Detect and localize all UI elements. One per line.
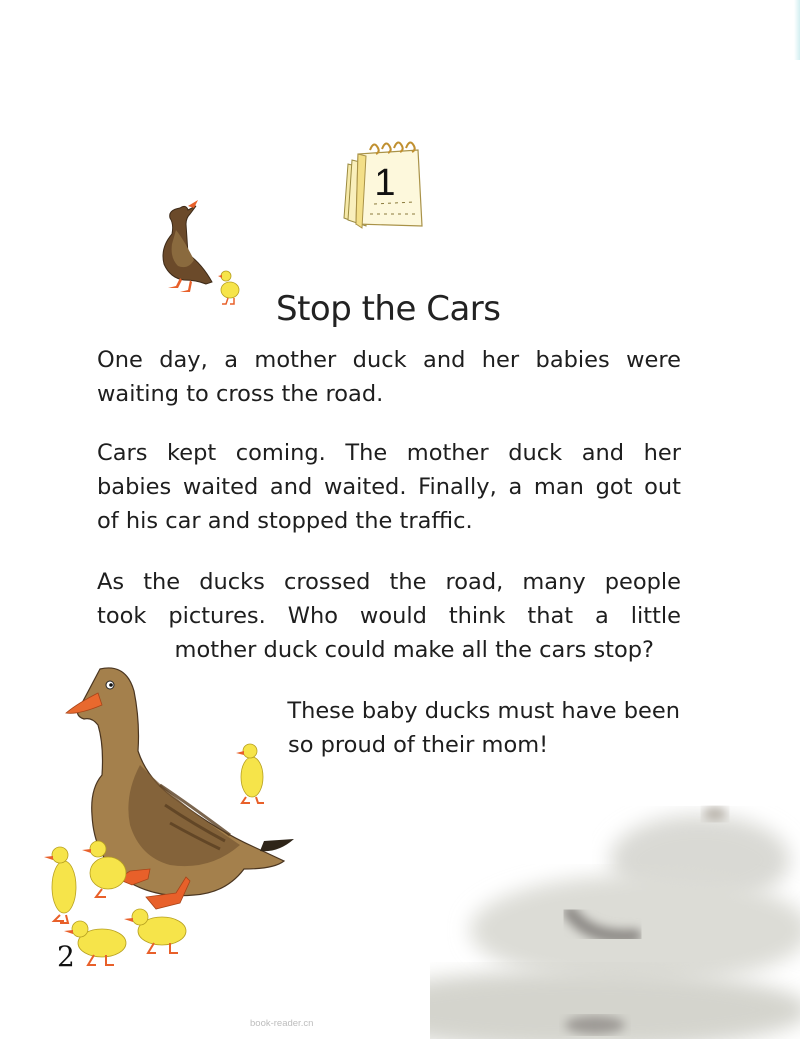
paragraph-line: Cars kept coming. The mother duck and her (97, 440, 681, 466)
duckling (236, 744, 264, 803)
paragraph-2 (97, 436, 681, 538)
paragraph-line: As the ducks crossed the road, many people (97, 569, 681, 595)
mother-duck-with-six-ducklings-illustration (30, 665, 320, 975)
paragraph-line: babies waited and waited. Finally, a man got out (97, 474, 681, 500)
paragraph-line: mother duck could make all the cars stop? (174, 637, 654, 663)
page-edge-tint (794, 0, 800, 60)
paragraph-line: These baby ducks must have been (287, 698, 680, 724)
watercolor-smudge-illustration (430, 790, 800, 1039)
paragraph-line: One day, a mother duck and her babies were (97, 347, 681, 373)
paragraph-1 (97, 343, 681, 411)
mother-duck-and-duckling-illustration (150, 200, 260, 310)
page-number: 2 (57, 940, 75, 973)
paragraph-line: took pictures. Who would think that a little (97, 603, 681, 629)
paragraph-line: waiting to cross the road. (97, 381, 384, 407)
paragraph-line: of his car and stopped the traffic. (97, 508, 473, 534)
watermark: book-reader.cn (250, 1018, 314, 1029)
chapter-title: Stop the Cars (276, 288, 501, 329)
paragraph-3 (97, 565, 681, 667)
paragraph-line: so proud of their mom! (288, 732, 549, 758)
chapter-number: 1 (374, 162, 396, 204)
chapter-calendar (340, 134, 430, 234)
